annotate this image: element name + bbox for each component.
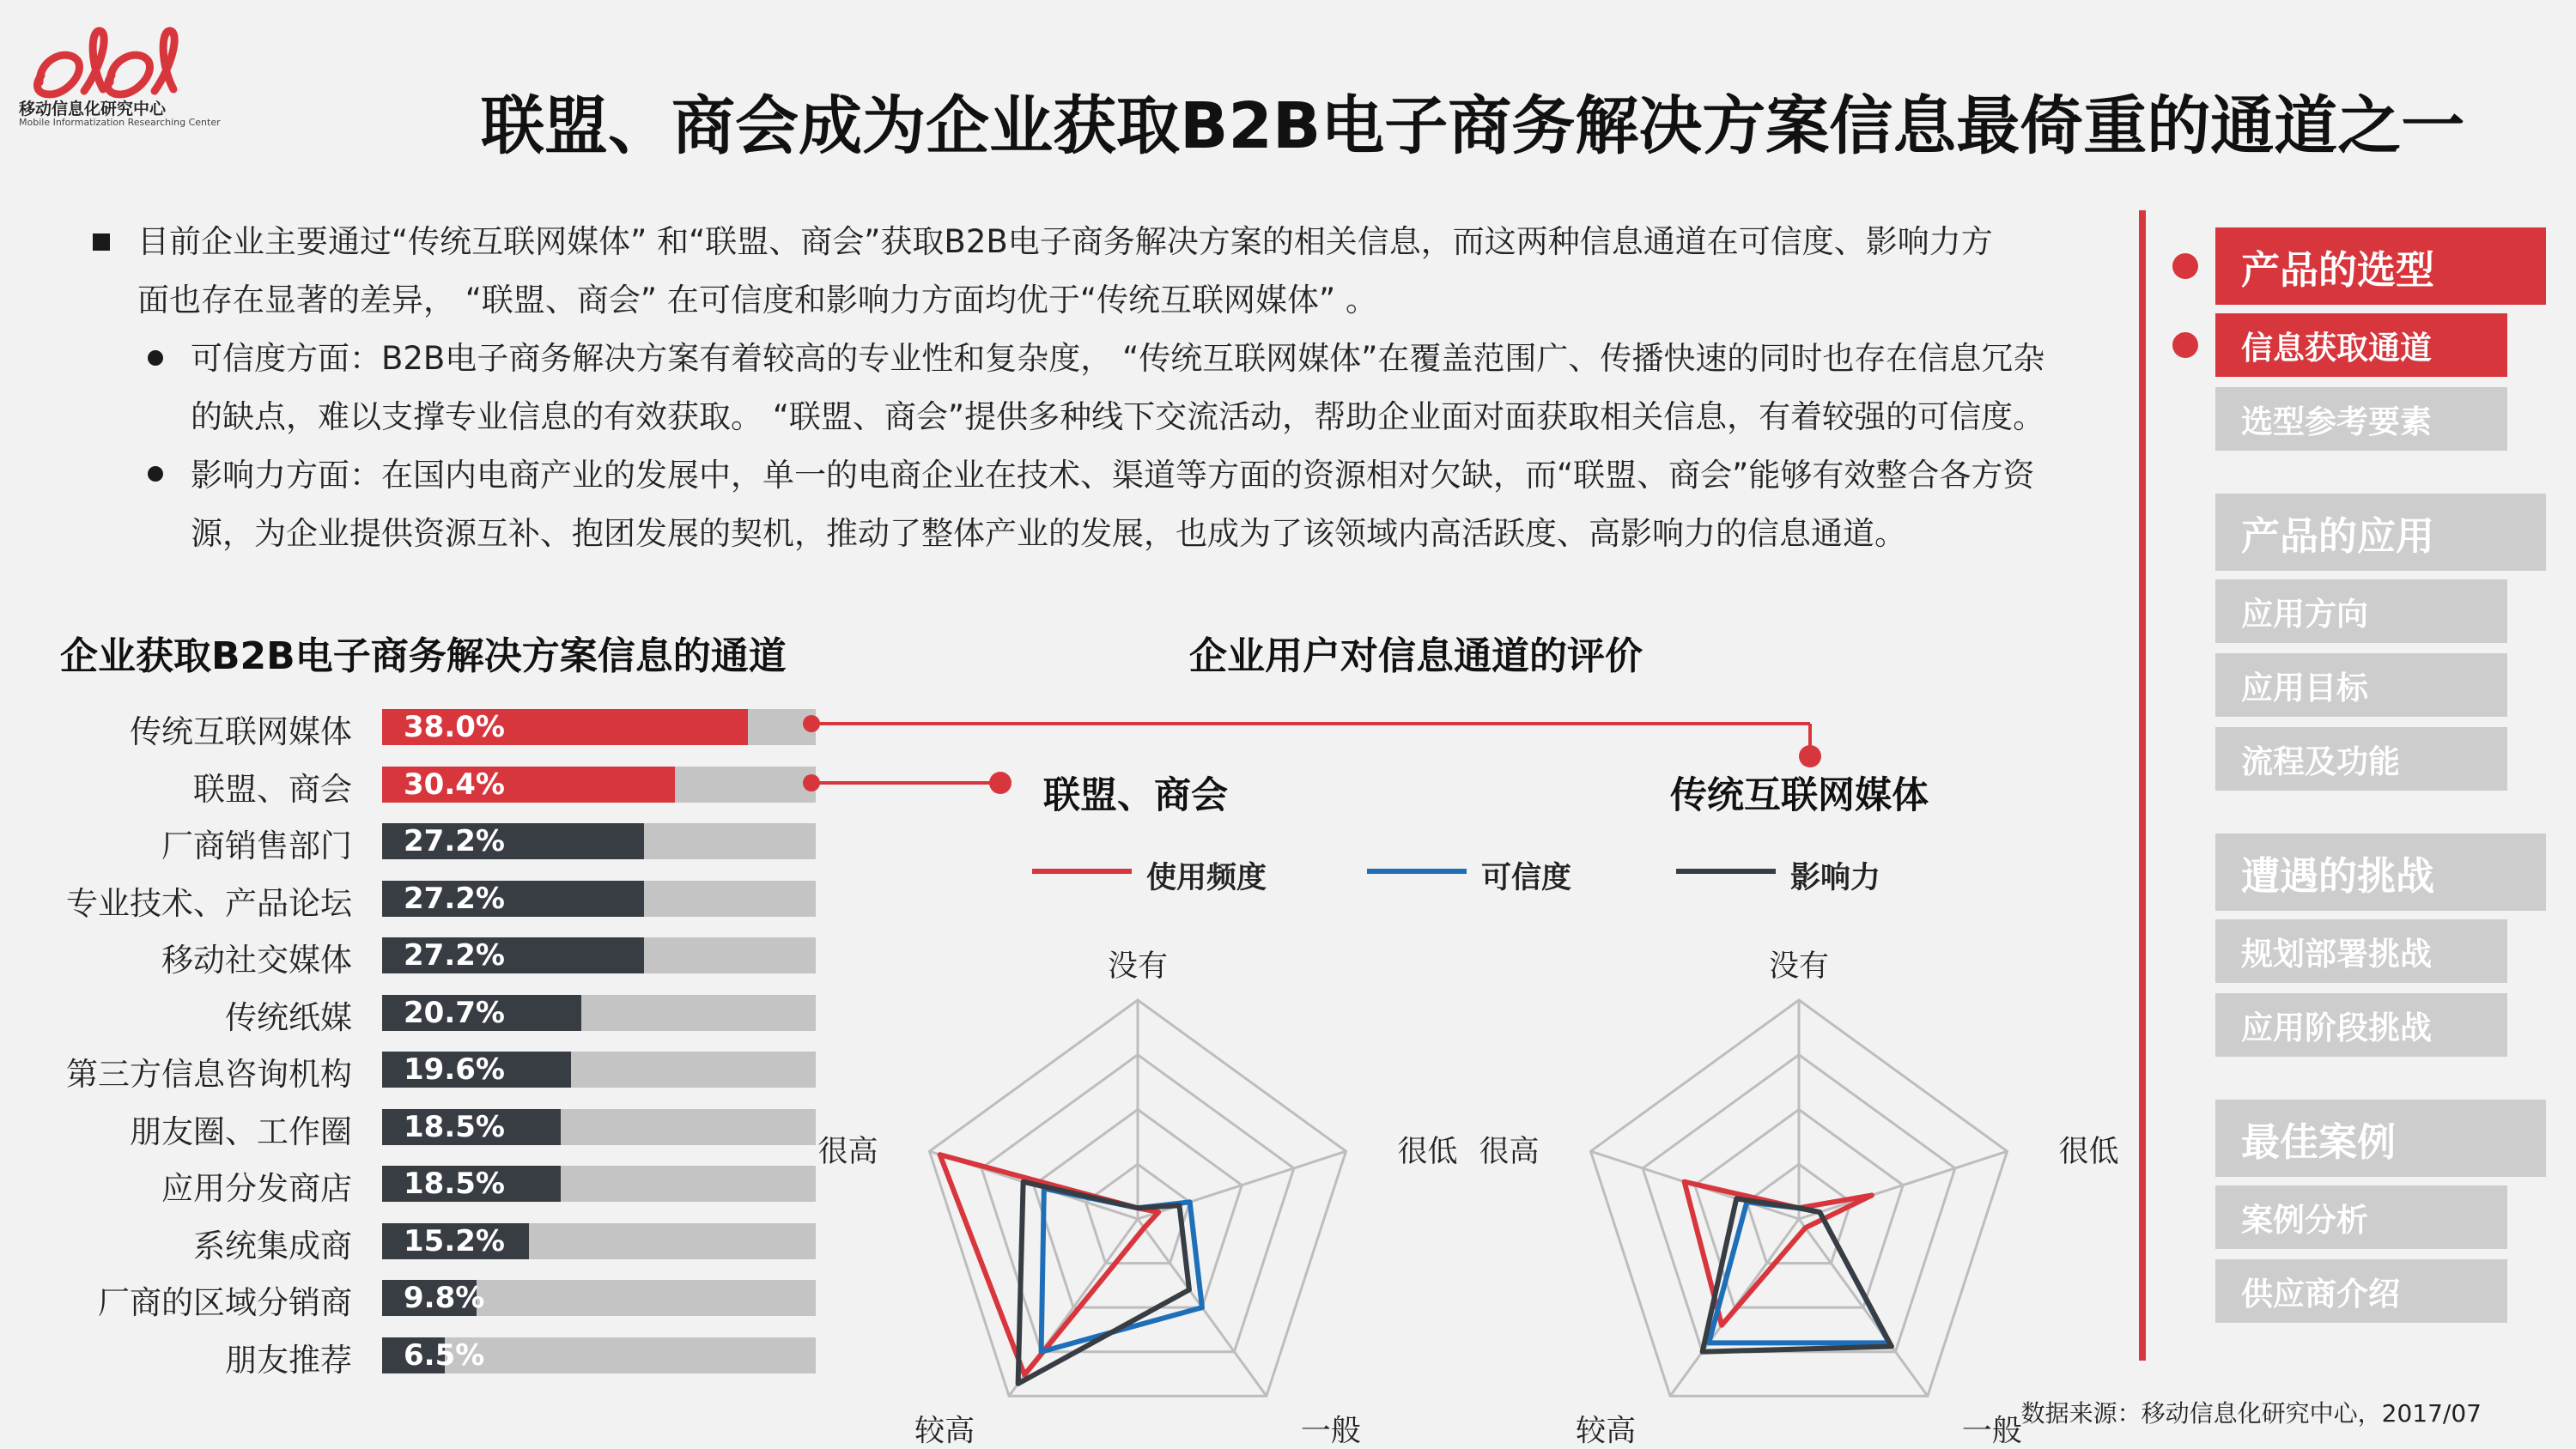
radar-axis-label: 很低 (1397, 1135, 1458, 1170)
radar-axis-spoke (1138, 1151, 1346, 1219)
bar-category-label: 第三方信息咨询机构 (66, 1056, 352, 1093)
nav-subitem-0-1[interactable]: 选型参考要素 (2215, 387, 2507, 451)
bar-category-label: 朋友圈、工作圈 (130, 1113, 352, 1150)
nav-active-dot (2172, 332, 2198, 358)
bar-value-label: 15.2% (404, 1223, 505, 1258)
intro-p2-line2: 的缺点，难以支撑专业信息的有效获取。 “联盟、商会”提供多种线下交流活动，帮助企业面对面获取相关信息，有着较强的可信度。 (191, 398, 2045, 435)
nav-subitem-3-0[interactable]: 案例分析 (2215, 1185, 2507, 1249)
radar-axis-spoke (1799, 1151, 2008, 1219)
radar-axis-label: 没有 (1107, 949, 1169, 984)
bar-category-label: 朋友推荐 (225, 1341, 352, 1379)
radar-axis-label: 很低 (2058, 1135, 2119, 1170)
radar-axis-label: 很高 (817, 1135, 878, 1170)
nav-subitem-2-0[interactable]: 规划部署挑战 (2215, 919, 2507, 983)
radar-series-可信度 (1709, 1202, 1889, 1343)
bar-value-label: 30.4% (404, 767, 505, 802)
data-source: 数据来源：移动信息化研究中心，2017/07 (2020, 1399, 2482, 1428)
bar-category-label: 传统纸媒 (225, 998, 352, 1036)
bar-category-label: 厂商销售部门 (161, 828, 352, 864)
radar-axis-label: 很高 (1479, 1135, 1540, 1170)
nav-subitem-1-1[interactable]: 应用目标 (2215, 653, 2507, 717)
bar-value-label: 18.5% (404, 1167, 505, 1201)
bar-category-label: 专业技术、产品论坛 (66, 884, 352, 922)
radar-axis-label: 一般 (1961, 1414, 2022, 1449)
nav-divider-line (2139, 210, 2146, 1361)
bar-value-label: 19.6% (404, 1052, 505, 1087)
bar-category-label: 厂商的区域分销商 (98, 1284, 352, 1321)
nav-subitem-2-1[interactable]: 应用阶段挑战 (2215, 993, 2507, 1057)
bar-value-label: 38.0% (404, 710, 505, 744)
bar-value-label: 20.7% (404, 995, 505, 1030)
radar-axis-label: 一般 (1300, 1414, 1361, 1449)
radar-axis-label: 较高 (1576, 1414, 1637, 1449)
radar-axis-label: 没有 (1768, 949, 1830, 984)
radar-panel-title-internet: 传统互联网媒体 (1670, 774, 1929, 817)
bar-value-label: 6.5% (404, 1337, 485, 1373)
nav-active-dot (2172, 253, 2198, 279)
intro-p3-line2: 源，为企业提供资源互补、抱团发展的契机，推动了整体产业的发展，也成为了该领域内高活跃度、高影响力的信息通道。 (191, 515, 1906, 552)
radar-section-title: 企业用户对信息通道的评价 (1189, 634, 1643, 678)
bar-value-label: 27.2% (404, 938, 505, 973)
logo-text: 移动信息化研究中心 (19, 100, 167, 118)
nav-subitem-3-1[interactable]: 供应商介绍 (2215, 1259, 2507, 1323)
intro-p3-line1: 影响力方面：在国内电商产业的发展中，单一的电商企业在技术、渠道等方面的资源相对欠缺，而“联盟、商会”能够有效整合各方资 (191, 457, 2035, 494)
nav-section-0[interactable]: 产品的选型 (2215, 227, 2546, 305)
page-title: 联盟、商会成为企业获取B2B电子商务解决方案信息最倚重的通道之一 (481, 89, 2465, 163)
legend-label-credibility: 可信度 (1481, 861, 1572, 895)
intro-p1-line1: 目前企业主要通过“传统互联网媒体” 和“联盟、商会”获取B2B电子商务解决方案的相关信息，而这两种信息通道在可信度、影响力方 (137, 223, 1993, 260)
bar-category-label: 应用分发商店 (161, 1170, 352, 1207)
bar-category-label: 传统互联网媒体 (130, 713, 352, 750)
nav-section-3[interactable]: 最佳案例 (2215, 1100, 2546, 1177)
bar-value-label: 27.2% (404, 881, 505, 916)
radar-axis-label: 较高 (914, 1414, 975, 1449)
nav-subitem-0-0[interactable]: 信息获取通道 (2215, 313, 2507, 377)
nav-section-1[interactable]: 产品的应用 (2215, 494, 2546, 571)
nav-subitem-1-0[interactable]: 应用方向 (2215, 579, 2507, 643)
bar-category-label: 系统集成商 (193, 1227, 352, 1264)
bar-value-label: 18.5% (404, 1109, 505, 1144)
bar-category-label: 联盟、商会 (193, 770, 352, 808)
legend-label-influence: 影响力 (1790, 861, 1881, 895)
nav-subitem-1-2[interactable]: 流程及功能 (2215, 727, 2507, 791)
nav-section-2[interactable]: 遭遇的挑战 (2215, 834, 2546, 911)
bar-category-label: 移动社交媒体 (161, 942, 352, 979)
radar-panel-title-union: 联盟、商会 (1043, 774, 1228, 817)
intro-p1-line2: 面也存在显著的差异， “联盟、商会” 在可信度和影响力方面均优于“传统互联网媒体” 。 (137, 282, 1377, 318)
logo-subtext: Mobile Informatization Researching Center (19, 117, 221, 128)
bar-value-label: 27.2% (404, 824, 505, 858)
bar-chart-title: 企业获取B2B电子商务解决方案信息的通道 (60, 634, 787, 678)
legend-label-frequency: 使用频度 (1146, 861, 1267, 895)
intro-p2-line1: 可信度方面：B2B电子商务解决方案有着较高的专业性和复杂度， “传统互联网媒体”在覆盖范围广、传播快速的同时也存在信息冗杂 (191, 340, 2045, 377)
bar-value-label: 9.8% (404, 1281, 485, 1315)
